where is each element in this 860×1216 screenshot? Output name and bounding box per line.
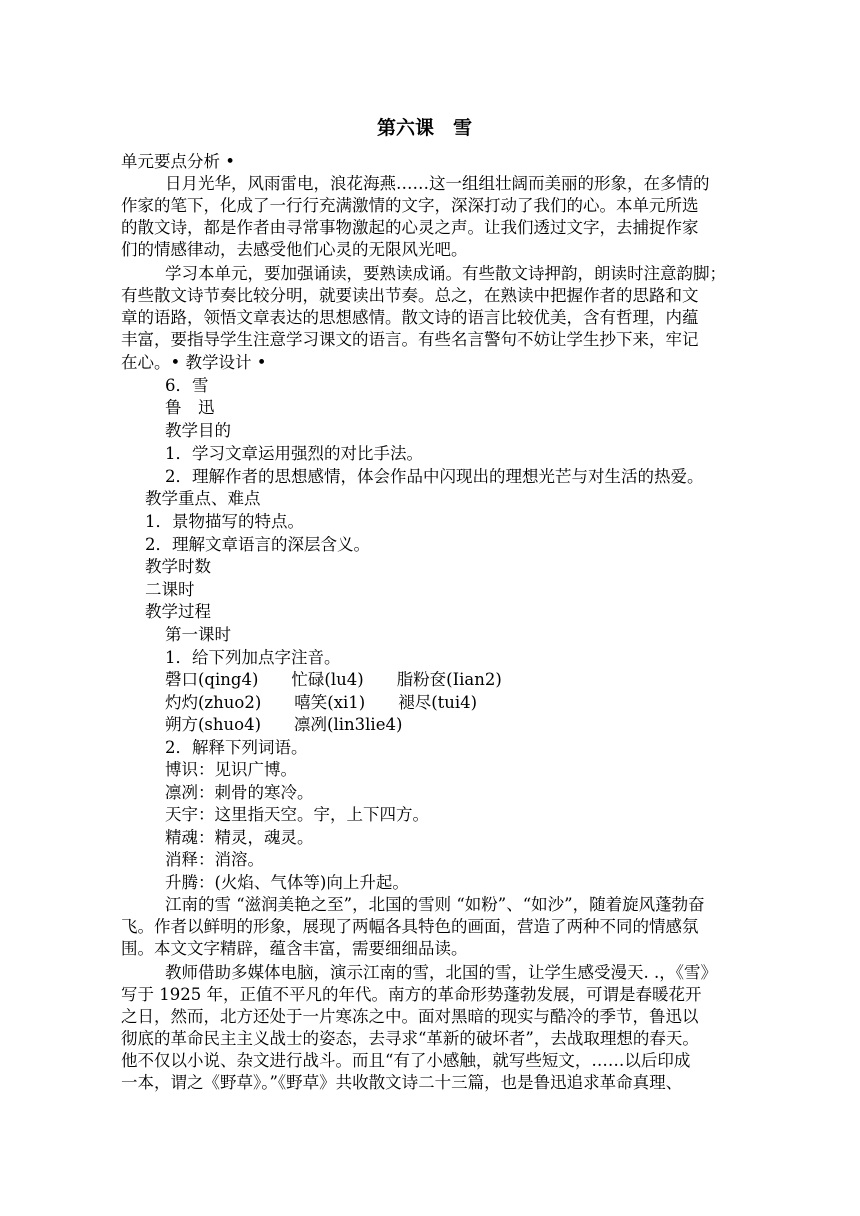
subheading-key-points: 教学重点、难点 bbox=[145, 489, 261, 508]
paragraph-line: 之日，然而，北方还处于一片寒冻之中。面对黑暗的现实与酷冷的季节，鲁迅以 bbox=[121, 1007, 699, 1026]
paragraph-line: 写于 1925 年，正值不平凡的年代。南方的革命形势蓬勃发展，可谓是春暖花开 bbox=[121, 985, 702, 1004]
list-item: 2．理解作者的思想感情，体会作品中闪现出的理想光芒与对生活的热爱。 bbox=[165, 467, 704, 486]
paragraph-line: 飞。作者以鲜明的形象，展现了两幅各具特色的画面，营造了两种不同的情感氛 bbox=[121, 917, 699, 936]
paragraph-line: 他不仅以小说、杂文进行战斗。而且“有了小感触，就写些短文，……以后印成 bbox=[121, 1051, 691, 1070]
paragraph-line: 丰富，要指导学生注意学习课文的语言。有些名言警句不妨让学生抄下来，牢记 bbox=[121, 330, 699, 349]
paragraph-line: 教师借助多媒体电脑，演示江南的雪，北国的雪，让学生感受漫天. .，《雪》 bbox=[165, 963, 717, 982]
list-item: 2．解释下列词语。 bbox=[165, 738, 308, 757]
paragraph-line: 江南的雪 “滋润美艳之至”，北国的雪则 “如粉”、“如沙”，随着旋风蓬勃奋 bbox=[165, 895, 705, 914]
paragraph-line: 的散文诗，都是作者由寻常事物激起的心灵之声。让我们透过文字，去捕捉作家 bbox=[121, 218, 699, 237]
author-name: 鲁 迅 bbox=[165, 398, 215, 417]
paragraph-line: 作家的笔下，化成了一行行充满激情的文字，深深打动了我们的心。本单元所选 bbox=[121, 196, 699, 215]
definition-line: 博识：见识广博。 bbox=[165, 760, 297, 779]
subheading-teaching-goals: 教学目的 bbox=[165, 421, 231, 440]
list-item: 1．景物描写的特点。 bbox=[145, 512, 304, 531]
paragraph-line: 彻底的革命民主主义战士的姿态，去寻求“革新的破坏者”，去战取理想的春天。 bbox=[121, 1029, 699, 1048]
lesson-number-title: 6．雪 bbox=[165, 376, 209, 395]
definition-line: 升腾：(火焰、气体等)向上升起。 bbox=[165, 873, 409, 892]
subheading-teaching-process: 教学过程 bbox=[145, 602, 211, 621]
paragraph-line: 一本，谓之《野草》。”《野草》共收散文诗二十三篇，也是鲁迅追求革命真理、 bbox=[121, 1073, 683, 1092]
list-item: 1．给下列加点字注音。 bbox=[165, 648, 341, 667]
section-heading-unit-analysis: 单元要点分析 • bbox=[121, 152, 235, 171]
subheading-first-lesson: 第一课时 bbox=[165, 625, 231, 644]
definition-line: 消释：消溶。 bbox=[165, 850, 264, 869]
definition-line: 天宇：这里指天空。宇，上下四方。 bbox=[165, 805, 429, 824]
paragraph-line: 日月光华，风雨雷电，浪花海燕……这一组组壮阔而美丽的形象，在多情的 bbox=[165, 174, 710, 193]
pinyin-line: 朔方(shuo4) 凛冽(lin3lie4) bbox=[165, 715, 403, 734]
paragraph-line: 在心。• 教学设计 • bbox=[121, 353, 267, 372]
definition-line: 精魂：精灵，魂灵。 bbox=[165, 828, 314, 847]
paragraph-line: 章的语路，领悟文章表达的思想感情。散文诗的语言比较优美，含有哲理，内蕴 bbox=[121, 308, 699, 327]
paragraph-line: 有些散文诗节奏比较分明，就要读出节奏。总之，在熟读中把握作者的思路和文 bbox=[121, 286, 699, 305]
page-title: 第六课 雪 bbox=[377, 117, 473, 139]
paragraph-line: 围。本文文字精辟，蕴含丰富，需要细细品读。 bbox=[121, 939, 468, 958]
list-item: 1．学习文章运用强烈的对比手法。 bbox=[165, 444, 423, 463]
list-item: 2．理解文章语言的深层含义。 bbox=[145, 535, 370, 554]
paragraph-line: 学习本单元，要加强诵读，要熟读成诵。有些散文诗押韵，朗读时注意韵脚； bbox=[165, 264, 726, 283]
pinyin-line: 磬口(qing4) 忙碌(lu4) 脂粉奁(Iian2) bbox=[165, 670, 502, 689]
teaching-hours-value: 二课时 bbox=[145, 580, 195, 599]
subheading-teaching-hours: 教学时数 bbox=[145, 557, 211, 576]
pinyin-line: 灼灼(zhuo2) 嘻笑(xi1) 褪尽(tui4) bbox=[165, 693, 478, 712]
paragraph-line: 们的情感律动，去感受他们心灵的无限风光吧。 bbox=[121, 240, 468, 259]
definition-line: 凛冽：刺骨的寒冷。 bbox=[165, 783, 314, 802]
